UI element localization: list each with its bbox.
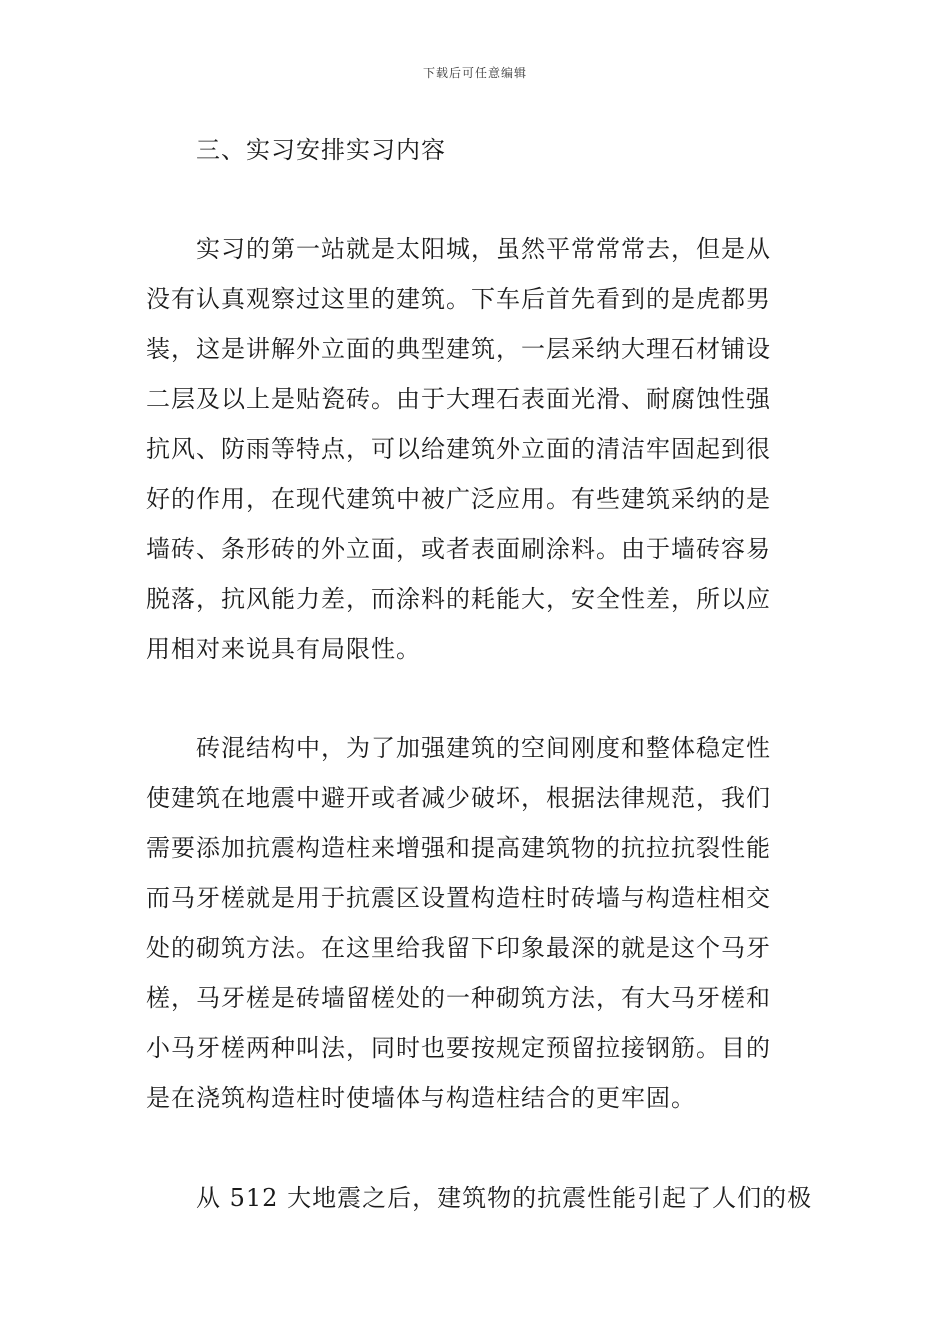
paragraph-line: 用相对来说具有局限性。 (146, 635, 421, 663)
paragraph-line: 而马牙槎就是用于抗震区设置构造柱时砖墙与构造柱相交 (146, 884, 771, 912)
paragraph-line: 装，这是讲解外立面的典型建筑，一层采纳大理石材铺设 (146, 335, 771, 363)
paragraph-line: 小马牙槎两种叫法，同时也要按规定预留拉接钢筋。目的 (146, 1034, 771, 1062)
paragraph-line: 没有认真观察过这里的建筑。下车后首先看到的是虎都男 (146, 285, 771, 313)
page-header: 下载后可任意编辑 (422, 66, 527, 80)
paragraph-line: 使建筑在地震中避开或者减少破坏，根据法律规范，我们 (146, 784, 771, 812)
paragraph-line: 从 512 大地震之后，建筑物的抗震性能引起了人们的极 (196, 1184, 813, 1212)
paragraph-line: 二层及以上是贴瓷砖。由于大理石表面光滑、耐腐蚀性强 (146, 385, 771, 413)
paragraph-line: 需要添加抗震构造柱来增强和提高建筑物的抗拉抗裂性能 (146, 834, 771, 862)
paragraph-line: 槎，马牙槎是砖墙留槎处的一种砌筑方法，有大马牙槎和 (146, 984, 771, 1012)
paragraph-masonry (146, 723, 826, 1123)
paragraph-line: 砖混结构中，为了加强建筑的空间刚度和整体稳定性 (196, 734, 771, 762)
section-heading: 三、实习安排实习内容 (196, 136, 446, 164)
paragraph-line: 是在浇筑构造柱时使墙体与构造柱结合的更牢固。 (146, 1084, 696, 1112)
paragraph-line: 好的作用，在现代建筑中被广泛应用。有些建筑采纳的是 (146, 485, 771, 513)
paragraph-line: 实习的第一站就是太阳城，虽然平常常常去，但是从 (196, 235, 771, 263)
paragraph-line: 抗风、防雨等特点，可以给建筑外立面的清洁牢固起到很 (146, 435, 771, 463)
paragraph-facade (146, 224, 826, 674)
paragraph-line: 墙砖、条形砖的外立面，或者表面刷涂料。由于墙砖容易 (146, 535, 771, 563)
paragraph-earthquake (146, 1173, 826, 1223)
paragraph-line: 处的砌筑方法。在这里给我留下印象最深的就是这个马牙 (146, 934, 771, 962)
paragraph-line: 脱落，抗风能力差，而涂料的耗能大，安全性差，所以应 (146, 585, 771, 613)
